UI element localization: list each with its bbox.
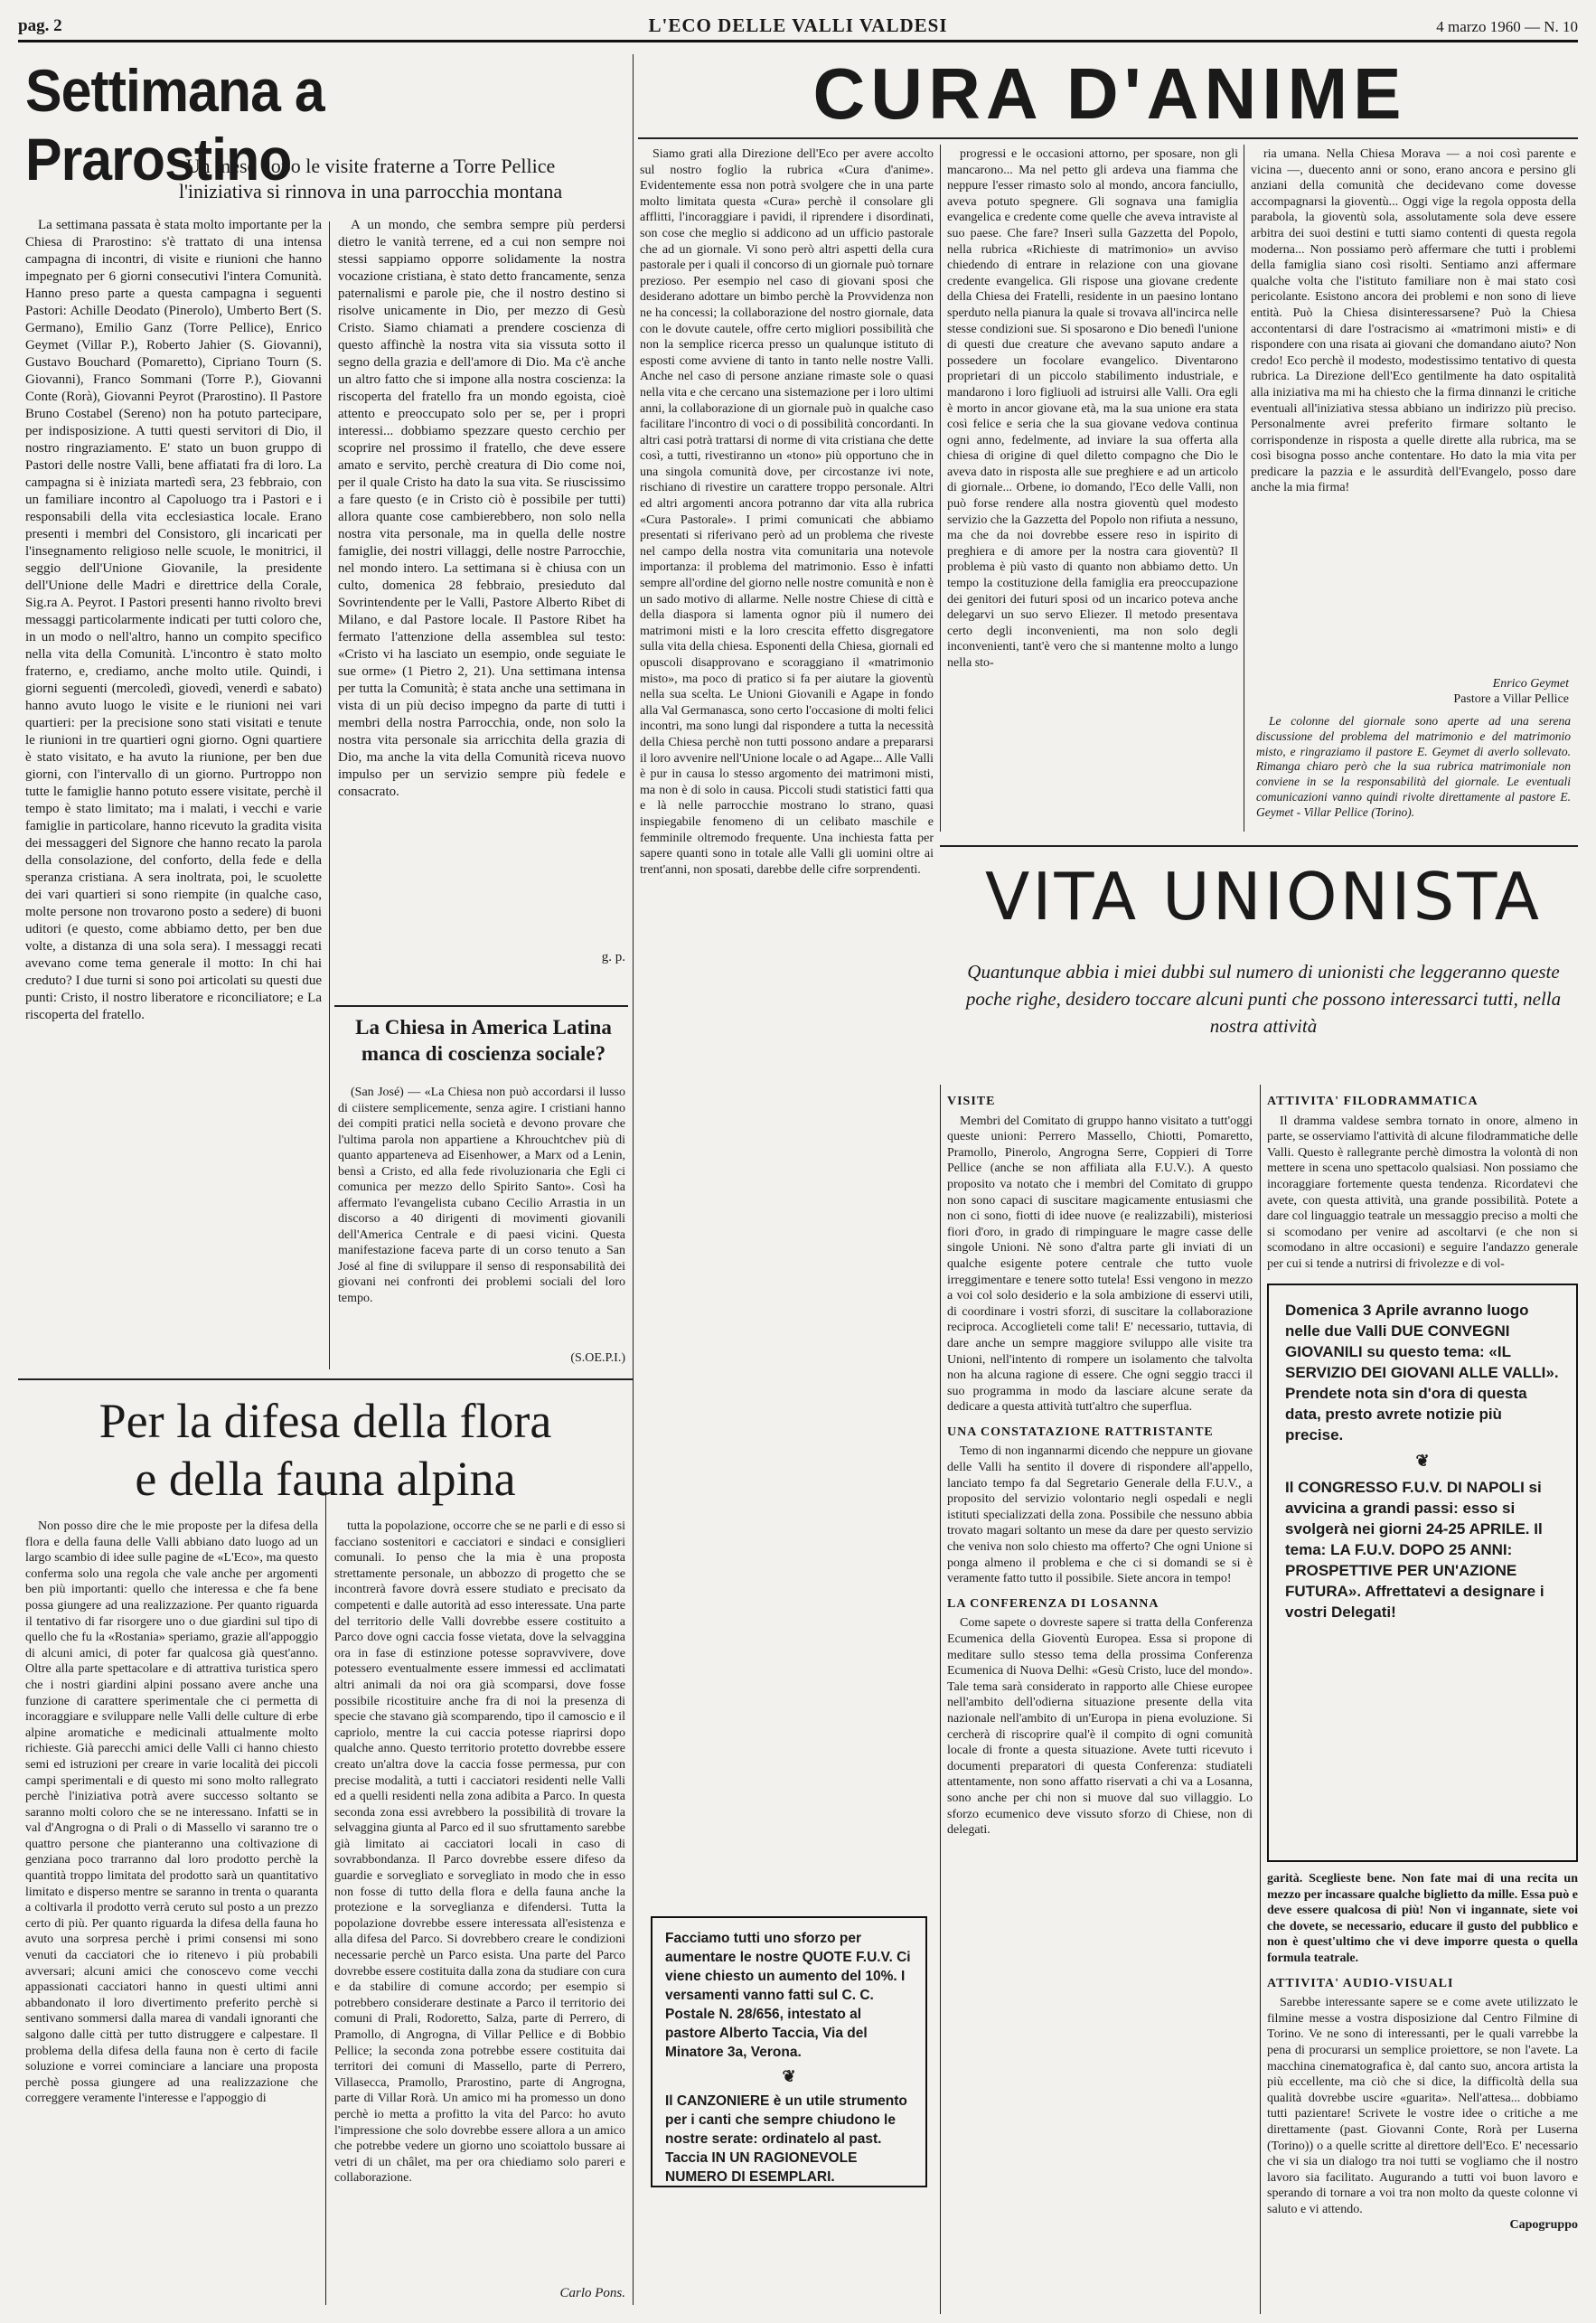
- signature: Carlo Pons.: [559, 2286, 625, 2300]
- article-text: Temo di non ingannarmi dicendo che neppure un giovane delle Valli ha sentito il dovere di rispondere all'appello, lanciato tempo fa dal Segretario Generale della F.U.V., a proposito del servizio volontario negli ospedali e negli istituti specializzati della zona. Possibile che nessuno abbia trovato magari soltanto un mese da dare per questo servizio che veniva non solo chiesto ma offerto? Che ogni Unione si ponga almeno il problema e che ci si domandi se si è veramente fatto tutto il possibile. Siete ancora in tempo!: [947, 1444, 1253, 1586]
- subheading: ATTIVITA' FILODRAMMATICA: [1267, 1095, 1479, 1108]
- title-line: Per la difesa della flora: [99, 1394, 552, 1448]
- section-rule: [940, 845, 1578, 847]
- article-column: [1251, 146, 1576, 671]
- article-column: [25, 1519, 318, 2305]
- article-column: [338, 1085, 625, 1347]
- article-title: [20, 1392, 631, 1508]
- article-text: Siamo grati alla Direzione dell'Eco per avere accolto sul nostro foglio la rubrica «Cura d'anime». Evidentemente essa non potrà svolgere che in una parte molto limitata questa «Cura» perchè il consolare gli afflitti, l'incoraggiare i pavidi, il riprendere i disordinati, son cose che meglio si addicono ad un ufficio pastorale che ad un giornale. Vi sono però altri aspetti della cura pastorale per i quali il concorso di un giornale può tornare prezioso. Per esempio nel caso di giovani sposi che desiderano adottare un bimbo perchè la Provvidenza non ne ha concessi; la collaborazione del nostro giornale, data con le dovute cautele, offre certo migliori possibilità che non la semplice ricerca presso un qualunque istituto di esposti come avviene di tanto in tanto nelle nostre Valli. Anche nel caso di persone anziane rimaste sole o quasi nella vita e che cercano una sistemazione per i loro ultimi anni, la collaborazione di un giornale può in qualche caso facilitare l'incontro di voci o di possibilità concordanti. In altri casi potrà trattarsi di norme di vita cristiana che dette così, a tutti, rivestiranno un «tono» più opportuno che in una singola comunità dove, per circostanze ivi note, rischiano di rivestire un carattere troppo personale. Altri ed altri argomenti ancora potranno dar vita alla rubrica «Cura Pastorale». I primi comunicati che abbiamo presentati si riferivano però ad un problema che riveste nel campo della nostra vita comunitaria una notevole importanza: il problema del matrimonio. Esso è infatti sempre all'ordine del giorno nelle nostre comunità e non è un sado motivo di allarme. Nelle nostre Chiese di città e della diaspora si lamenta ognor più il numero dei matrimoni misti e la loro crescita effetto disgregatore sulla vita della chiesa. Esponenti della Chiesa, giornali ed opuscoli disapprovano e scoraggiano il «matrimonio misto», ma poco di pratico si fa per aiutare la gioventù nella sua scelta. Le Unioni Giovanili e Agape in fondo alla Val Germanasca, sono certo l'occasione di molti felici incontri, ma sono lungi dal rispondere a tutta la necessità della Chiesa perchè non tutti possono andare a prepararsi il loro avvenire nell'Unione locale o ad Agape... Alle Valli è pur in causa lo stesso argomento dei matrimoni misti, ma non è di solo in causa. Piccoli studi statistici fatti qua e là nelle parrocchie mostrano lo strano, quasi inspiegabile fenomeno di un celibato maschile e femminile oltremodo frequente. Una inchiesta fatta per sapere quanti sono in totale alle Valli gli uomini oltre ai trent'anni, non sposati, darebbe delle cifre sorprendenti.: [640, 147, 934, 877]
- section-rule: [18, 1378, 633, 1380]
- article-title: La Chiesa in America Latina manca di coscienza sociale?: [355, 1016, 612, 1065]
- signature: Capogruppo: [1509, 2218, 1578, 2233]
- article-title: Settimana a Prarostino: [25, 57, 324, 193]
- flourish-icon: ❦: [782, 2067, 796, 2085]
- column-rule: [940, 1085, 941, 2314]
- article-text: La settimana passata è stata molto importante per la Chiesa di Prarostino: s'è trattato di una intensa campagna di incontri, di visite e riunioni che hanno impegnato per 6 giorni consecutivi l'intera Comunità. Hanno preso parte a questa campagna i seguenti Pastori: Achille Deodato (Pinerolo), Umberto Bert (S. Germano), Emilio Ganz (Torre Pellice), Enrico Geymet (Villar P.), Roberto Jahier (S. Giovanni), Gustavo Bouchard (Pomaretto), Cipriano Tourn (S. Giovanni), Franco Sommani (Torre P.), Giovanni Conte (Rorà), Giovanni Peyrot (Prarostino). Il Pastore Bruno Costabel (Sereno) non ha potuto partecipare, per indisposizione. A tutti questi servitori di Dio, il nostro ringraziamento. E' stato un buon gruppo di Pastori delle nostre Valli, bene affiatati fra di loro. La campagna si è iniziata martedì sera, 23 febbraio, con un familiare incontro al Capoluogo tra i Pastori e i responsabili della vita ecclesiastica locale. Erano presenti i membri del Consistoro, gli incaricati per l'insegnamento religioso nelle scuole, le monitrici, il seggio dell'Unione Giovanile, la presidente dell'Unione delle Madri e direttrice della Corale, Sig.ra A. Peyrot. I Pastori presenti hanno rivolto brevi messaggi particolarmente indicati per tutti coloro che, in un modo o nell'altro, hanno un compito specifico nella vita della Comunità. L'incontro è stato molto fraterno, e, crediamo, anche molto utile. Quindi, i giorni seguenti (mercoledì, giovedì, venerdì e sabato) hanno avuto luogo le visite e le riunioni nei vari quartieri: per la precisione sono stati visitati e tenute le riunioni in tre quartieri ogni giorno. Ogni quartiere è stato visitato, e ha avuto la riunione, per ben due giorni, con l'intervallo di un giorno. Purtroppo non tutte le famiglie hanno potuto essere visitate, perchè il tempo è stato limitato; ma i malati, i vecchi e varie famiglie in particolare, hanno ricevuto la gradita visita dei messaggeri del Signore che hanno recato la parola della consolazione, del conforto, della fede e della speranza cristiana. A sera inoltrata, poi, le scuolette dei vari quartieri si sono riempite (in qualche caso, molte persone non trovarono posto a sedere) di buoni uditori (e questo, come abbiamo detto, per ben due volte, a distanza di una sola sera). I messaggi recati avevano come tema generale il motto: In chi hai creduto? I due turni si sono poi articolati su questi due punti: Cristo, il nostro liberatore e riconciliatore; e La riscoperta del fratello.: [25, 218, 322, 1022]
- subheading: LA CONFERENZA DI LOSANNA: [947, 1596, 1159, 1611]
- announcement-box: [1267, 1284, 1578, 1862]
- announcement-text: Facciamo tutti uno sforzo per aumentare le nostre QUOTE F.U.V. Ci viene chiesto un aumento del 10%. I versamenti vanno fatti sul C. C. Postale N. 28/656, intestato al pastore Alberto Taccia, Via del Minatore 3a, Verona.: [665, 1931, 911, 2060]
- article-text: (San José) — «La Chiesa non può accordarsi il lusso di ciistere semplicemente, senza agire. I cristiani hanno dei compiti pratici nella società e devono provare che l'ultima parola non appartiene a Khrouchtchev più di quanto apparteneva ad Eisenhower, a Marx od a Lenin, bensì a Cristo, ed alla fede rivoluzionaria che Egli ci comunica per mezzo dello Spirito Santo». Così ha affermato l'evangelista cubano Cecilio Arrastia in un discorso a 40 dirigenti di movimenti giovanili dell'America Centrale e di paesi vicini. Questa manifestazione faceva parte di un corso tenuto a San José al fine di sviluppare il senso di responsabilità dei giovani nei confronti dei problemi sociali del loro tempo.: [338, 1086, 625, 1305]
- article-column: [25, 217, 322, 1365]
- article-title: CURA D'ANIME: [812, 53, 1407, 134]
- paper-name: L'ECO DELLE VALLI VALDESI: [648, 14, 948, 36]
- announcement-text: Domenica 3 Aprile avranno luogo nelle due Valli DUE CONVEGNI GIOVANILI su questo tema: «IL SERVIZIO DEI GIOVANI ALLE VALLI». Prendete nota sin d'ora di questa data, presto avrete notizie più precise.: [1285, 1302, 1559, 1444]
- column-rule: [633, 54, 634, 2305]
- column-rule: [1260, 1085, 1261, 2314]
- issue-date: 4 marzo 1960 — N. 10: [1436, 18, 1578, 35]
- signature: g. p.: [601, 950, 625, 964]
- column-rule: [940, 145, 941, 832]
- article-column: [1267, 1871, 1578, 2305]
- title-line: e della fauna alpina: [135, 1452, 516, 1506]
- article-column: [947, 1085, 1253, 2305]
- article-column: [338, 217, 625, 945]
- section-rule: [638, 137, 1578, 139]
- section-rule: [334, 1005, 628, 1007]
- article-text: tutta la popolazione, occorre che se ne parli e di esso si facciano sostenitori e cacciatori e sindaci e consiglieri comunali. Io penso che la mia è una proposta strettamente personale, un abbozzo di progetto che se incontrerà favore dovrà essere studiato e precisato da competenti e dalle autorità ad esso interessate. Una parte del territorio delle Valli dovrebbe essere costituito a Parco dove ogni caccia fosse vietata, dove la selvaggina ora in fase di estinzione potesse sopravvivere, dove potessero eventualmente essere immessi ed acclimatati altri animali da noi ora già scomparsi, dove fosse possibile ricostituire anche fra di noi la presenza di specie che stavano già scomparendo, tipo il camoscio e il capriolo, mentre la cui caccia potesse riaprirsi dopo qualche anno. Questo territorio protetto dovrebbe essere creato un'altra dove la caccia fosse permessa, pur con precise modalità, a tutti i cacciatori residenti nelle Valli ed a quelli residenti nella zona adibita a Parco. In questa seconda zona essi avrebbero la possibilità di trovare la selvaggina giunta al Parco ed il suo sfruttamento sarebbe già limitato ai cacciatori locali in caso di sovrabbondanza. Il Parco dovrebbe essere difeso da guardie e sorvegliato e sorvegliato in modo che in esso non fosse di tutto della flora e della fauna anche la protezione e la sorveglianza e difendersi. Tutta la popolazione dovrebbe essere interessata all'esistenza e alla difesa del Parco. Si dovrebbero creare le condizioni necessarie perchè un Parco esista. Una parte del Parco dovrebbe essere costituita dalla zona da studiare con cura e da stabilire di comune accordo; per esempio si potrebbero considerare destinate a Parco il territorio dei comuni di Prali, Rodoretto, Salza, parte di Perrero, di Pramollo, di Angrogna, di Villar Pellice e di Bobbio Pellice; la seconda zona potrebbe essere costituita dai territori dei comuni di Massello, parte di Perrero, Villasecca, Pramollo, Prarostino, parte di Angrogna, parte di Villar Rorà. Un amico mi ha promesso un dono perchè io metta a profitto la vita del Parco: ho avuto l'impressione che solo dovrebbe essere allora a un amico che potrebbe vedere un giorno uno scoiattolo bussare ai vetri di un châlet, ma per ora chiediamo solo pareri e collaborazione.: [334, 1519, 625, 2186]
- article-text: A un mondo, che sembra sempre più perdersi dietro le vanità terrene, ed a cui non sempre noi stessi sappiamo opporre solidamente la nostra vocazione cristiana, è stato detto francamente, senza paternalismi e parole pie, che il nostro destino si risolve unicamente in Dio, per mezzo di Gesù Cristo. Siamo chiamati a prendere coscienza di questo affinchè la nostra vita sia vissuta sotto il segno della grazia e dell'amore di Dio. Ma c'è anche un altro fatto che si impone alla nostra coscienza: la riscoperta del fratello fra un mondo egoista, cioè attento e preoccupato solo per se, per i propri interessi... dobbiamo spezzare questo cerchio per scoprire nel prossimo il fratello, che deve essere amato e servito, perchè creatura di Dio come noi, per il quale Cristo ha dato la sua vita. Se riuscissimo a fare questo (e in Cristo ciò è possibile per tutti) allora quante cose cambierebbero, non solo nella nostra vita personale, ma in quella delle nostre famiglie, dei nostri villaggi, delle nostre Parrocchie, nel mondo intero. La settimana si è chiusa con un culto, domenica 28 febbraio, presieduto dal Sovrintendente per le Valli, Pastore Alberto Ribet di Milano, e dal Pastore locale. Il Pastore Ribet ha fermato l'attenzione della assemblea sul testo: «Cristo vi ha lasciato un esempio, onde seguiate le sue orme» (1 Pietro 2, 21). Una settimana intensa per tutta la Comunità; è stata anche una settimana in vista di un più deciso impegno da parte di tutti i membri della nostra Parrocchia, onde, non solo la nostra vita personale sia arricchita della grazia di Dio, ma anche la vita della Comunità riceva nuovo impulso per un servizio sempre più fedele e consacrato.: [338, 218, 625, 799]
- announcement-box: [651, 1916, 927, 2187]
- editorial-note: [1256, 714, 1571, 841]
- article-text: Come sapete o dovreste sapere si tratta della Conferenza Ecumenica della Gioventù Europea. Essa si propone di meditare sullo stesso tema della prossima Conferenza Ecumenica di Nuova Delhi: «Gesù Cristo, luce del mondo». Tale tema sarà considerato in rapporto alle Chiese europee nell'ambito dell'odierna situazione presente della vita nazionale nell'ambito di un'Europa in piena evoluzione. Si cercherà di riscoprire qual'è il compito di ogni comunità locale di fronte a questa situazione. Avete tutti ricevuto i documenti preparatori di questa Conferenza: studiateli attentamente, non sono affatto riservati a chi va a Losanna, sono anche per chi non si muove dal suo villaggio. Lo sforzo ecumenico deve vissuto sforzo di Chiese, non di delegati.: [947, 1616, 1253, 1838]
- announcement-text: Il CONGRESSO F.U.V. DI NAPOLI si avvicina a grandi passi: esso si svolgerà nei giorni 24-25 APRILE. Il tema: LA F.U.V. DOPO 25 ANNI: PROSPETTIVE PER UN'AZIONE FUTURA». Affrettatevi a designare i vostri Delegati!: [1285, 1479, 1544, 1621]
- section-intro: Quantunque abbia i miei dubbi sul numero di unionisti che leggeranno queste poche righe, desidero toccare alcuni punti che possono interessarci tutti, nella nostra attività: [965, 961, 1562, 1037]
- subheading: VISITE: [947, 1095, 996, 1108]
- announcement-text: Il CANZONIERE è un utile strumento per i canti che sempre chiudono le nostre serate: ordinatelo al past. Taccia IN UN RAGIONEVOLE NUMERO DI ESEMPLARI.: [665, 2093, 907, 2185]
- note-text: Le colonne del giornale sono aperte ad una serena discussione del problema del matrimonio e del matrimonio misto, e ringraziamo il pastore E. Geymet di averlo sollevato. Rimanga chiaro però che la sua rubrica matrimoniale non conviene in se la responsabilità del giornale. Le eventuali comunicazioni vanno quindi rivolte direttamente al pastore E. Geymet - Villar Pellice (Torino).: [1256, 714, 1571, 819]
- article-column: [947, 146, 1238, 829]
- flourish-icon: ❦: [1415, 1452, 1430, 1470]
- article-text: progressi e le occasioni attorno, per sposare, non gli mancarono... Ma nel petto gli ardeva una fiamma che neppure l'esser rimasto solo al mondo, ancora fanciullo, aveva potuto spegnere. Gli sognava una famiglia evangelica e credente come quelle che aveva intraviste al suo paese. Che fare? Inserì sulla Gazzetta del Popolo, nella rubrica «Richieste di matrimonio» un avviso chiedendo di entrare in relazione con una giovane credente evangelica. Gli rispose una giovane credente della Chiesa dei Fratelli, residente in un paesino lontano sperduto nella pianura la quale si trovava all'incirca nelle stesse condizioni sue. Si sposarono e Dio benedì l'unione di questi due creature che avevano saputo andare a possedere un focolare evangelico. Diventarono proprietari di un piccolo stabilimento industriale, e mandarono i loro figliuoli ad istruirsi alle Valli. Ora egli è morto in ancor giovane età, ma la sua unione era stata così felice e seria che la sua giovane vedova continua ogni anno, fedelmente, ad inviare la sua offerta alla chiesa di origine di quel diletto compagno che Dio le aveva dato in risposta alle sue preghiere e ad un articolo di giornale... Orbene, io domando, l'Eco delle Valli, non può forse rendere alla nostra gioventù quel modesto servizio che la Gazzetta del Popolo non rifiuta a nessuno, ma che da noi dovrebbe essere reso in ispirito di preghiera e di amore per la nostra cara gioventù? Il problema è più vasto di quanto non abbiamo detto. Un tempo la costituzione della famiglia era preoccupazione dei genitori dei futuri sposi od un incarico poteva anche delegarvi un suo servo Eliezer. Il metodo presentava certo degli inconvenienti, ma non solo degli inconvenienti, tant'è vero che si mantenne molto a lungo nella sto-: [947, 147, 1238, 670]
- signature-role: Pastore a Villar Pellice: [1453, 692, 1569, 706]
- column-rule: [329, 221, 330, 1369]
- signature-name: Enrico Geymet: [1492, 677, 1569, 691]
- article-text: Sarebbe interessante sapere se e come avete utilizzato le filmine messe a vostra disposizione dal Centro Filmine di Torino. Ve ne sono di interessanti, per le quali varrebbe la pena di procurarsi un semplice proiettore, se non l'avete. La macchina cinematografica è, dal canto suo, ancora artista la più eccellente, ma ciò che si dice, la difficoltà della sua qualità dovrebbe uscire «guarita». Nell'attesa... dobbiamo tutti pazientare! Scrivete le vostre idee o critiche a me direttamente (past. Giovanni Conte, Rorà per Luserna (Torino)) o a quelle scritte al direttore dell'Eco. E' necessario che vi sia un dialogo tra noi tutti se vogliamo che il nostro lavoro sia facilitato. Augurando a tutti voi buon lavoro e sperando di tornare a voi tra non molto da queste colonne vi saluto e vi attendo.: [1267, 1996, 1578, 2216]
- subheading: ATTIVITA' AUDIO-VISUALI: [1267, 1976, 1454, 1990]
- subtitle-line: l'iniziativa si rinnova in una parrocchia montana: [178, 180, 563, 202]
- page-number: pag. 2: [18, 16, 62, 35]
- signature: [1251, 676, 1569, 707]
- signature: (S.OE.P.I.): [570, 1351, 625, 1365]
- article-column: [334, 1519, 625, 2282]
- section-title: VITA UNIONISTA: [985, 859, 1542, 935]
- article-text: ria umana. Nella Chiesa Morava — a noi così parente e vicina —, duecento anni or sono, erano ancora e persino gli anziani della comunità che decidevano come dovesse accompagnarsi la gioventù... Oggi vige la regola opposta della parabola, la gioventù sola, assolutamente sola deve essere arbitra dei suoi destini e tutti siamo contenti di questa regola moderna... Non possiamo però affermare che tutti i problemi della famiglia siano così risolti. Sentiamo anzi affermare qualche volta che l'istituto familiare non è mai stato così pericolante. Esistono ancora dei problemi e non sono di lieve entità. Può la Chiesa disinteressarsene? Può la Chiesa accontentarsi di dare l'ostracismo ai «matrimoni misti» e di rispondere con una risata ai giovani che domandano aiuto? Non credo! Eco perchè il modesto, modestissimo tentativo di questa rubrica. La Direzione dell'Eco gentilmente ha dato ospitalità alla iniziativa ma mi ha chiesto che la firma dinnanzi le critiche eventuali all'iniziativa stessa abbiano un indirizzo più preciso. Personalmente avrei preferito firmare soltanto le corrispondenze in risposta a quelle dirette alla rubrica, ma se così bisogna posso anche contentare. Ho dato la mia vita per predicare la pazzia e le assurdità dell'Evangelo, posso dare anche la mia firma!: [1251, 147, 1576, 495]
- masthead: [18, 13, 1578, 42]
- article-column: [640, 146, 934, 1272]
- article-text: garità. Sceglieste bene. Non fate mai di una recita un mezzo per incassare qualche biglietto da mille. Essa può e deve essere qualcosa di più! Non vi ingannate, siete voi che dovete, se necessario, educare il gusto del pubblico e non è quest'ultimo che vi deve imporre questa o quella formula teatrale.: [1267, 1872, 1578, 1965]
- article-subtitle: [117, 154, 624, 204]
- article-text: Membri del Comitato di gruppo hanno visitato a tutt'oggi queste unioni: Perrero Massello, Chiotti, Pomaretto, Pramollo, Pinerolo, Angrogna Serre, Coppieri di Torre Pellice (anche se non affiliata alla F.U.V.). A questo proposito va notato che i membri del Comitato di gruppo non sono capaci di suscitare magicamente entusiasmi che non ci sono, fiotti di idee nuove (e realizzabili), misteriosi fiori d'oro, in grado di rimpinguare le magre casse delle singole Unioni. Nè sono d'altra parte gli inviati di un qualche esigente potere centrale che tutto vuole irreggimentare e tenere sotto tutela! Essi vengono in mezzo a voi col solo desiderio e la sola ambizione di esservi utili, di coordinare i vostri sforzi, di suscitare la collaborazione reciproca. Accoglieteli come tali! E' necessario, tuttavia, di dare anche un sempre maggiore sviluppo alle visite tra Unioni, nell'intento di rompere un isolamento che talvolta non ha alcuna ragione di essere. Che ogni seggio tracci il suo programma in modo da lasciare alcune serate da dedicare a questa attività tutt'altro che superflua.: [947, 1114, 1253, 1415]
- article-text: Non posso dire che le mie proposte per la difesa della flora e della fauna delle Valli abbiano dato luogo ad un largo scambio di idee sulle pagine de «L'Eco», ma questo conferma solo una regola che vale anche per argomenti ben più importanti: quello che interessa e che fa bene possa giungere ad una realizzazione. Per quanto riguarda il tentativo di far risorgere uno o due giardini sul tipo di quello che fu la «Rostania» speriamo, grazie all'appoggio di alcuni amici, di poter far qualcosa già quest'anno. Oltre alla parte spettacolare e di attrattiva turistica spero che i nostri giardini alpini possano avere anche una funzione di carattere sperimentale che ci permetta di incoraggiare e sviluppare nelle Valli delle culture di erbe alpine aromatiche e medicinali attualmente molto richieste. Già parecchi amici delle Valli ci hanno chiesto semi ed istruzioni per creare in varie località dei piccoli campi sperimentali e di questo mi sono molto rallegrato perchè l'iniziativa potrà avere successo soltanto se saranno molti coloro che se ne interessano. Infatti se in val d'Angrogna o di Prali o di Massello vi saranno tre o quattro persone che pianteranno una coltivazione di genziana poco trarranno dal loro prodotto perchè la quantità troppo limitata del prodotto sarà un quantitativo limitato e disperso mentre se saranno in trenta o quaranta a coltivarla il prodotto verrà ceruto sul posto a un prezzo certo di più. Per quanto riguarda la difesa della fauna ho avuto una sorpresa perchè i primi consensi mi sono venuti da cacciatori che io ritenevo i più probabili avversari; alcuni amici che conoscevo come vecchi appassionati cacciatori hanno in questi ultimi anni abbandonato il loro divertimento preferito perchè si sentivano sommersi dalla marea di vandali ignoranti che salgono dalle città per tutto distruggere e calpestare. Il problema della difesa della fauna non è certo di facile soluzione e vorrei cominciare a lanciare una proposta perchè possa giungere ad una realizzazione che correggere veramente l'interesse e l'appoggio di: [25, 1519, 318, 2106]
- subtitle-line: Un mese dopo le visite fraterne a Torre Pellice: [185, 155, 556, 177]
- article-text: Il dramma valdese sembra tornato in onore, almeno in parte, se osserviamo l'attività di alcune filodrammatiche delle Valli. Questo è rallegrante perchè dimostra la volontà di non mettere in scena uno spettacolo qualsiasi. Non possiamo che incoraggiare fortemente questa tendenza. Ricordatevi che avete, con questa attività, una grande possibilità. Potete a dare col linguaggio teatrale un messaggio preciso a molti che si scomodano per venire ad ascoltarvi (e che non si scomodano in altre occasioni) e seguire l'andazzo generale per cui si tende a nutrirsi di frivolezze e di vol-: [1267, 1114, 1578, 1271]
- subheading: UNA CONSTATAZIONE RATTRISTANTE: [947, 1425, 1214, 1439]
- column-rule: [325, 1491, 326, 2305]
- article-column: [1267, 1085, 1578, 1274]
